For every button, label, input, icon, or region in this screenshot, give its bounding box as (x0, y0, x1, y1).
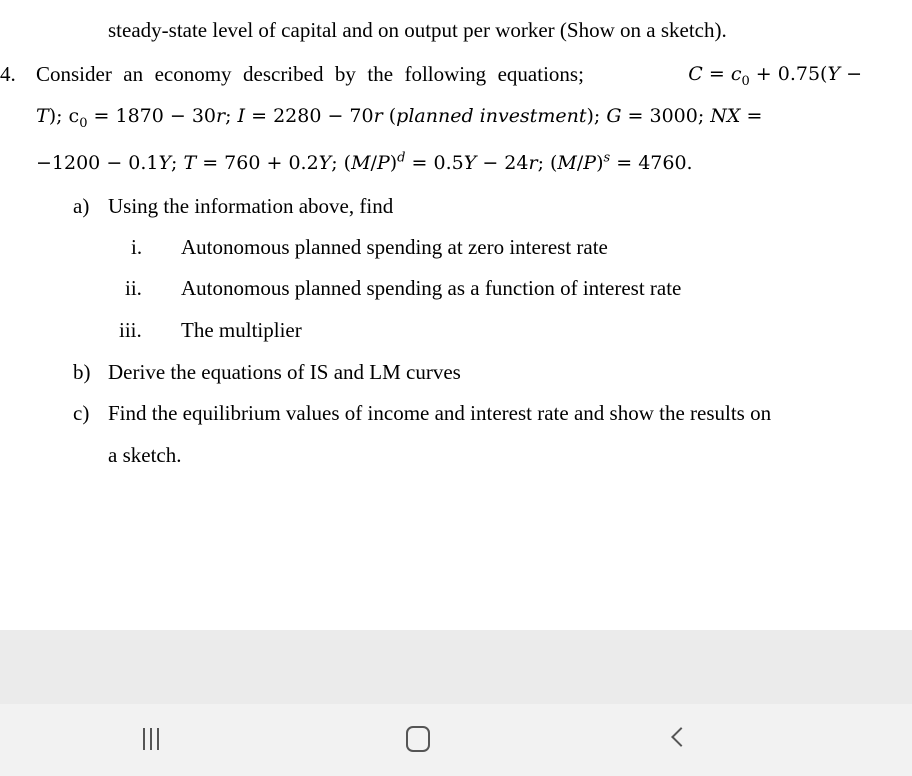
part-a-text: Using the information above, find (108, 194, 394, 218)
part-ii-label: ii. (125, 276, 142, 300)
part-iii-label: iii. (119, 318, 142, 342)
part-a-label: a) (73, 194, 90, 218)
question-4-line-2 (36, 104, 862, 131)
equations-line-2: T); $c_0 = 1870 - 30r$; I = 2280 − 70r (planned investment); G = 3000; NX = (36, 105, 763, 131)
part-ii-text: Autonomous planned spending as a function of interest rate (181, 276, 682, 300)
home-button[interactable] (398, 724, 438, 756)
home-icon (406, 726, 430, 752)
equations-line-3: −1200 − 0.1Y; T = 760 + 0.2Y; $(M/P)^d = 0.5Y - 24r$; $(M/P)^s = 4760$. (36, 150, 693, 174)
back-button[interactable] (662, 724, 702, 756)
part-b-text: Derive the equations of IS and LM curves (108, 360, 461, 384)
part-c-text-line-2: a sketch. (108, 443, 182, 467)
recent-apps-button[interactable] (135, 724, 175, 756)
question-4-line-3 (36, 150, 693, 175)
question-4-line-1 (0, 62, 862, 89)
equation-consumption: $C = c_0 + 0.75(Y$ − (688, 63, 862, 89)
back-icon (671, 727, 691, 747)
keyboard-gap-area (0, 630, 912, 704)
system-navigation-bar (0, 704, 912, 776)
question-intro: Consider an economy described by the following equations; (36, 62, 584, 86)
question-number: 4. (0, 62, 16, 86)
part-iii-text: The multiplier (181, 318, 302, 342)
part-b-label: b) (73, 360, 91, 384)
part-c-text-line-1: Find the equilibrium values of income and interest rate and show the results on (108, 401, 772, 425)
part-i-text: Autonomous planned spending at zero interest rate (181, 235, 608, 259)
part-c-label: c) (73, 401, 90, 425)
part-i-label: i. (131, 235, 143, 259)
previous-question-line: steady-state level of capital and on output per worker (Show on a sketch). (108, 18, 727, 42)
